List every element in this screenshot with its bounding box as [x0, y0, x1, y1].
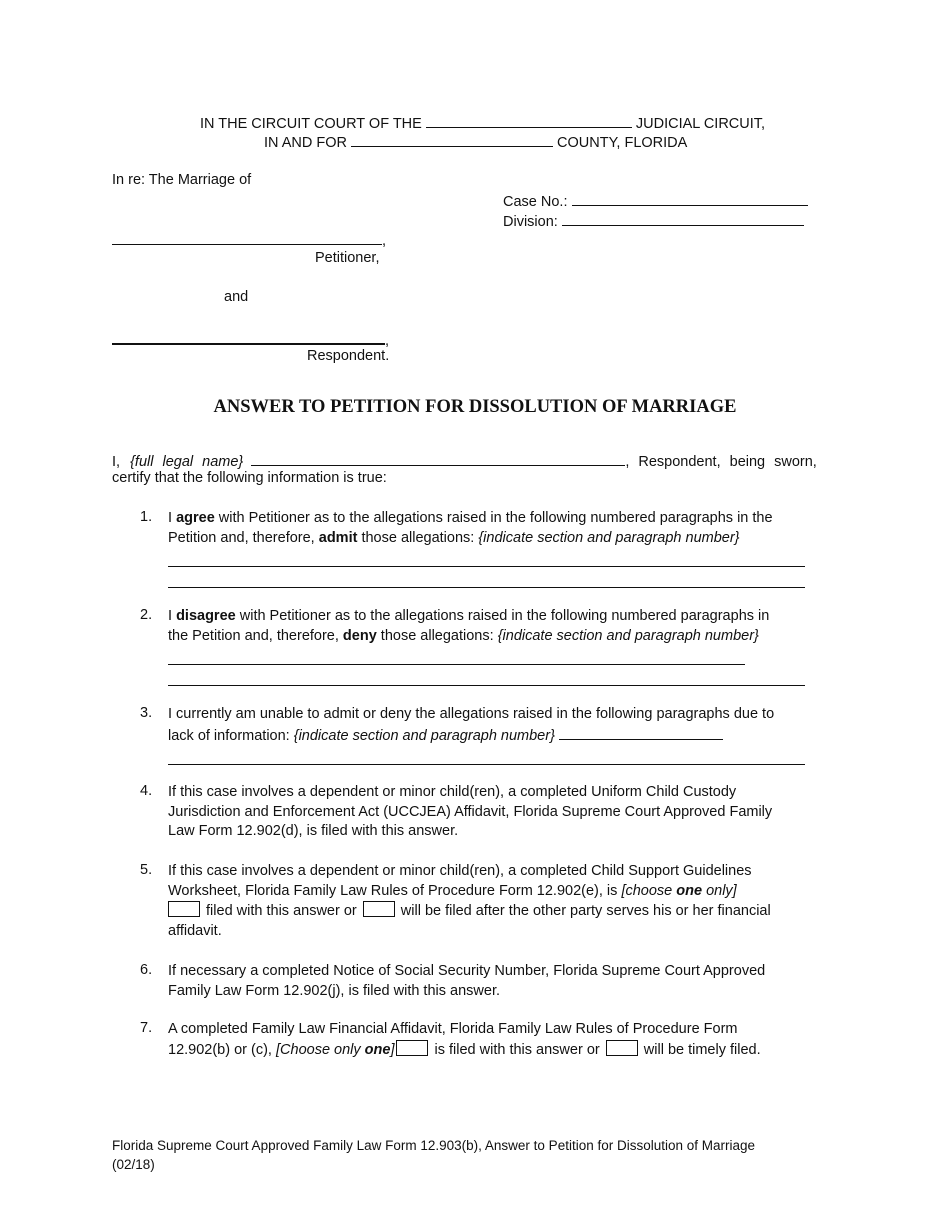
- intro-line1: I, {full legal name} , Respondent, being sworn,: [112, 451, 839, 470]
- item-2-answer-line-2[interactable]: [168, 667, 805, 686]
- respondent-label: Respondent.: [307, 348, 390, 364]
- item-2-answer-line-1[interactable]: [168, 646, 745, 665]
- financial-affidavit-filed-checkbox[interactable]: [396, 1040, 428, 1056]
- petitioner-name-row: ,: [112, 230, 386, 249]
- division-field[interactable]: [562, 211, 804, 226]
- petitioner-name-field[interactable]: [112, 230, 382, 245]
- item-3-answer-inline[interactable]: [559, 725, 723, 740]
- court-header-line1: IN THE CIRCUIT COURT OF THE JUDICIAL CIRCUIT,: [200, 113, 765, 132]
- case-number-field[interactable]: [572, 191, 808, 206]
- document-title: ANSWER TO PETITION FOR DISSOLUTION OF MARRIAGE: [213, 397, 737, 417]
- respondent-name-row: ,: [112, 329, 389, 349]
- court-header-line2: IN AND FOR COUNTY, FLORIDA: [264, 132, 687, 151]
- form-footer: Florida Supreme Court Approved Family Law Form 12.903(b), Answer to Petition for Dissolution of Marriage (02/18): [112, 1138, 756, 1172]
- case-number-row: Case No.:: [503, 191, 808, 210]
- county-field[interactable]: [351, 132, 553, 147]
- full-name-hint: {full legal name}: [130, 454, 244, 470]
- full-legal-name-field[interactable]: [251, 451, 625, 466]
- worksheet-later-checkbox[interactable]: [363, 901, 395, 917]
- item-3-answer-line-1[interactable]: [168, 746, 805, 765]
- financial-affidavit-later-checkbox[interactable]: [606, 1040, 638, 1056]
- judicial-circuit-field[interactable]: [426, 113, 632, 128]
- division-row: Division:: [503, 211, 804, 230]
- respondent-name-field[interactable]: [112, 329, 385, 345]
- petitioner-label: Petitioner,: [315, 250, 380, 266]
- item-1-answer-line-1[interactable]: [168, 548, 805, 567]
- worksheet-filed-checkbox[interactable]: [168, 901, 200, 917]
- item-1-answer-line-2[interactable]: [168, 569, 805, 588]
- intro-line2: certify that the following information is true:: [112, 470, 387, 486]
- and-label: and: [224, 289, 249, 305]
- in-re-label: In re: The Marriage of: [112, 172, 252, 188]
